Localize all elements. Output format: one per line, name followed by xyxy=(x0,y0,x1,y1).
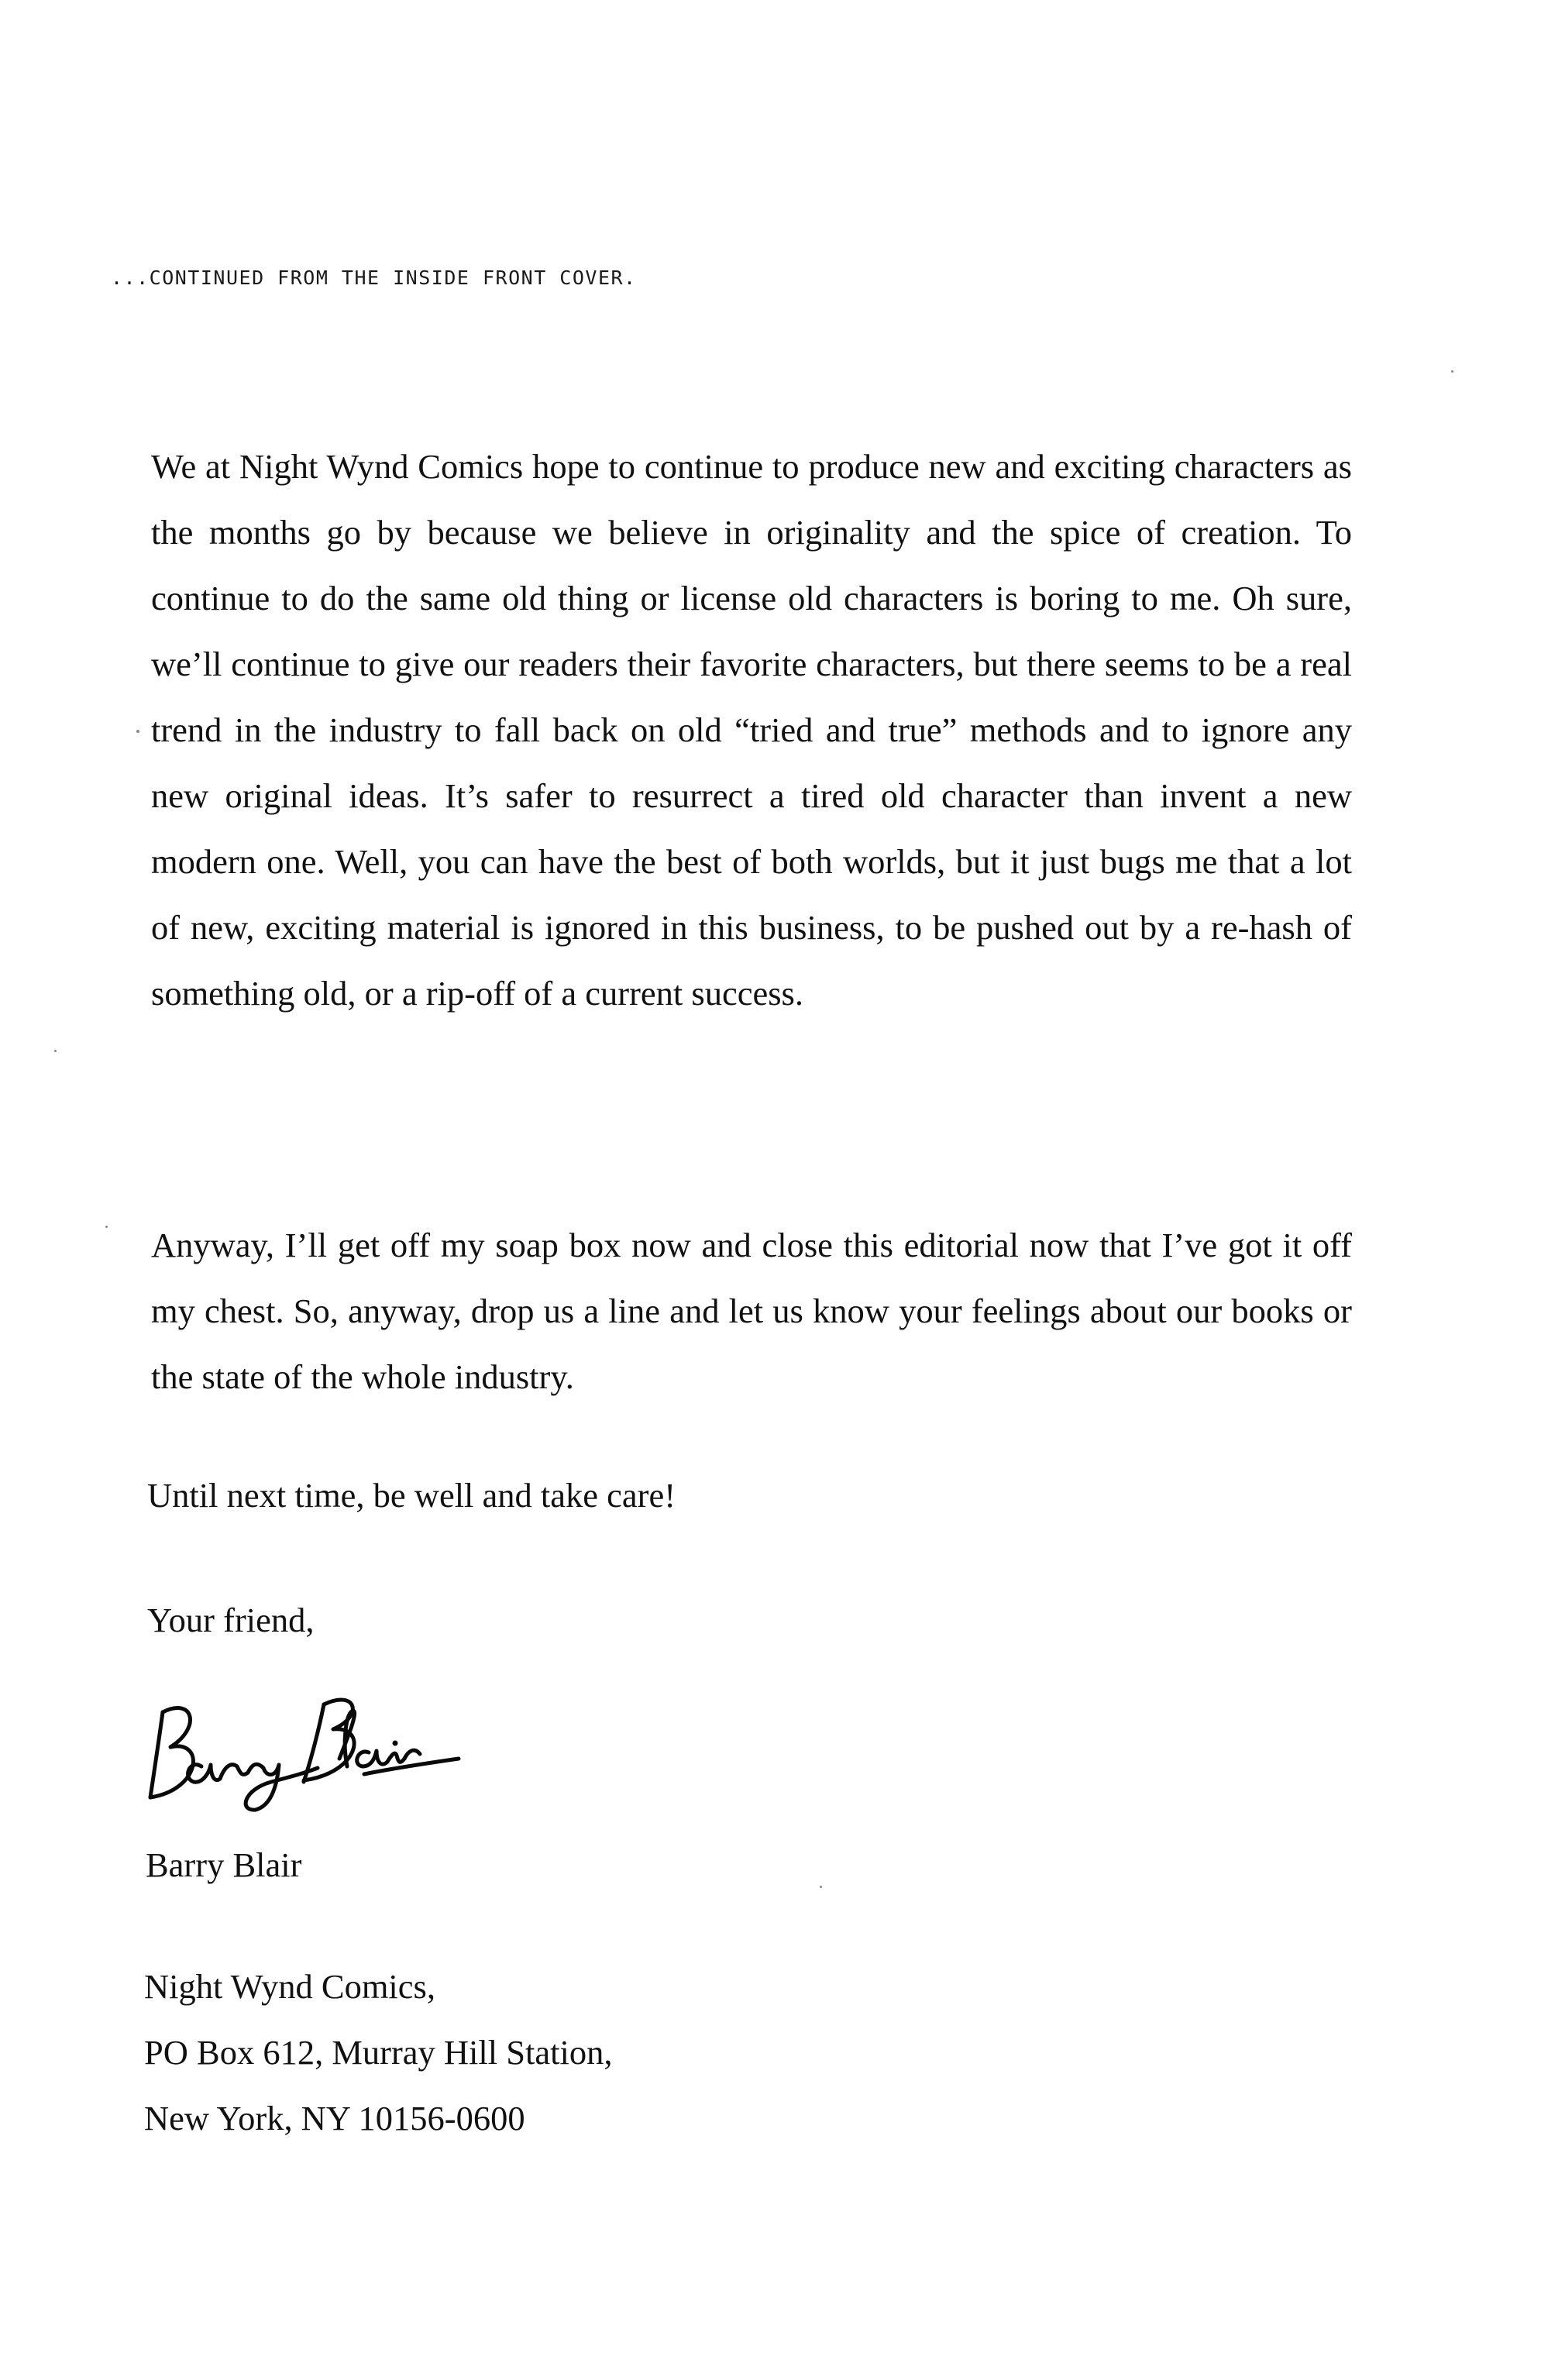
scan-speck xyxy=(54,1050,57,1052)
address-line-1: Night Wynd Comics, xyxy=(144,1967,435,2006)
salutation: Your friend, xyxy=(147,1601,315,1639)
address-line-2: PO Box 612, Murray Hill Station, xyxy=(144,2033,613,2072)
scan-speck xyxy=(105,1226,108,1228)
scan-speck xyxy=(1451,370,1453,373)
closing-line: Until next time, be well and take care! xyxy=(147,1476,676,1515)
scan-speck xyxy=(820,1886,822,1888)
scan-speck xyxy=(136,730,139,733)
handwritten-signature xyxy=(139,1681,465,1813)
editorial-paragraph-1: We at Night Wynd Comics hope to continue to produce new and exciting characters as the months go by because we believe in originality and the spice of creation. To continue to do the same old thing or license old characters is boring to me. Oh sure, we’ll continue to give our readers their favorite characters, but there seems to be a real trend in the industry to fall back on old “tried and true” methods and to ignore any new original ideas. It’s safer to resurrect a tired old character than invent a new modern one. Well, you can have the best of both worlds, but it just bugs me that a lot of new, exciting material is ignored in this business, to be pushed out by a re-hash of something old, or a rip-off of a current success. xyxy=(151,447,1352,1013)
continued-note: ...CONTINUED FROM THE INSIDE FRONT COVER. xyxy=(111,267,637,289)
printed-name: Barry Blair xyxy=(146,1845,302,1884)
editorial-paragraph-2: Anyway, I’ll get off my soap box now and close this editorial now that I’ve got it off my chest. So, anyway, drop us a line and let us know your feelings about our books or the state of the whole industry. xyxy=(151,1226,1352,1396)
address-line-3: New York, NY 10156-0600 xyxy=(144,2099,525,2138)
